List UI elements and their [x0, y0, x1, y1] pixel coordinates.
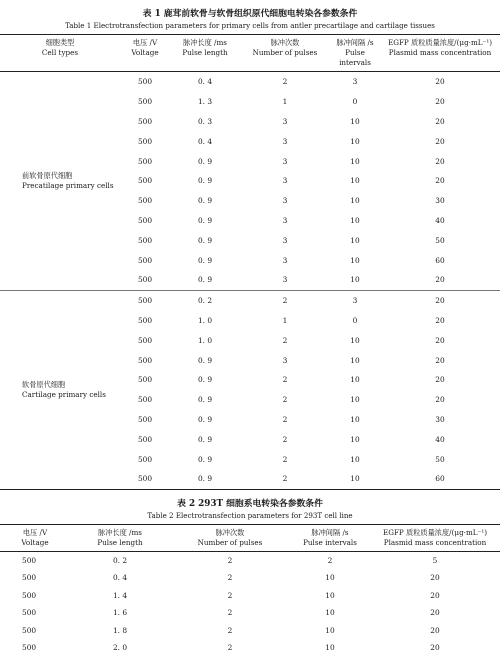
table-cell: 20 [430, 573, 440, 583]
table-cell: 500 [22, 643, 37, 653]
table-cell: 500 [137, 116, 153, 126]
table-cell: 10 [350, 434, 360, 444]
table-cell: 10 [350, 474, 360, 484]
table-1-bottom-rule [0, 489, 500, 490]
table-cell: 10 [350, 176, 360, 186]
table-cell: 0. 9 [197, 275, 213, 285]
table-1-title-cn: 表 1 鹿茸前软骨与软骨组织原代细胞电转染各参数条件 [142, 9, 358, 19]
table-cell: 20 [435, 395, 445, 405]
table-cell: 2 [282, 414, 288, 424]
table-cell: 1 [282, 97, 288, 107]
table-cell: 500 [137, 97, 153, 107]
table-1-body [0, 72, 500, 489]
table-row [0, 469, 500, 489]
table-row [0, 92, 500, 112]
table-cell: 500 [137, 414, 153, 424]
table-cell: 60 [435, 474, 445, 484]
table-cell: 3 [282, 215, 288, 225]
table-cell: 2 [282, 77, 288, 87]
table-cell: 3 [352, 77, 358, 87]
table-cell: 30 [435, 414, 445, 424]
table-cell: 20 [435, 77, 445, 87]
header-pulse-intervals: 脉冲间隔 /s Pulse intervals [336, 38, 374, 67]
table-row [0, 639, 500, 657]
group-label-en: Precatilage primary cells [22, 180, 114, 190]
table-cell: 500 [137, 77, 153, 87]
table-cell: 10 [350, 454, 360, 464]
table-cell: 500 [137, 156, 153, 166]
table-2-title-cn: 表 2 293T 细胞系电转染各参数条件 [177, 498, 323, 509]
table-cell: 500 [137, 235, 153, 245]
table-cell: 500 [137, 315, 153, 325]
table-cell: 20 [435, 176, 445, 186]
table-cell: 500 [137, 196, 153, 206]
table-2 [0, 496, 500, 657]
table-cell: 20 [435, 335, 445, 345]
table-cell: 0. 9 [197, 235, 213, 245]
table-cell: 20 [430, 625, 440, 635]
table-cell: 0. 9 [197, 474, 213, 484]
table-cell: 2 [227, 590, 233, 600]
table-cell: 0. 9 [197, 156, 213, 166]
table-cell: 10 [350, 136, 360, 146]
table-cell: 3 [282, 255, 288, 265]
table-cell: 0. 9 [197, 395, 213, 405]
table-cell: 10 [350, 335, 360, 345]
table-cell: 2 [227, 643, 233, 653]
header-number-of-pulses: 脉冲次数 Number of pulses [197, 527, 263, 547]
table-cell: 1. 6 [112, 608, 128, 618]
table-row [0, 211, 500, 231]
group-label-cn: 前软骨原代细胞 [22, 170, 73, 180]
table-cell: 2 [282, 474, 288, 484]
table-cell: 20 [430, 608, 440, 618]
table-cell: 0. 2 [197, 296, 213, 306]
table-cell: 20 [435, 296, 445, 306]
table-cell: 500 [137, 136, 153, 146]
table-cell: 3 [282, 116, 288, 126]
table-cell: 3 [282, 196, 288, 206]
table-cell: 20 [435, 315, 445, 325]
table-cell: 0. 9 [197, 255, 213, 265]
table-cell: 2 [282, 335, 288, 345]
row-group [0, 291, 500, 489]
header-plasmid-concentration: EGFP 质粒质量浓度/(μg·mL⁻¹) Plasmid mass concentration [387, 38, 493, 57]
header-plasmid-concentration: EGFP 质粒质量浓度/(μg·mL⁻¹) Plasmid mass concentration [382, 527, 488, 547]
table-cell: 10 [325, 573, 335, 583]
table-cell: 1. 8 [112, 625, 128, 635]
table-cell: 0. 9 [197, 414, 213, 424]
table-cell: 2 [282, 296, 288, 306]
table-row [0, 311, 500, 331]
table-cell: 20 [430, 643, 440, 653]
table-cell: 500 [137, 215, 153, 225]
table-cell: 20 [435, 275, 445, 285]
header-pulse-length: 脉冲长度 /ms Pulse length [97, 527, 143, 547]
table-1-title-en: Table 1 Electrotransfection parameters for primary cells from antler precartilage and cartilage tissues [65, 21, 435, 30]
table-row [0, 330, 500, 350]
table-cell: 0. 4 [197, 77, 213, 87]
table-2-header [0, 525, 500, 551]
table-cell: 500 [137, 434, 153, 444]
table-row [0, 552, 500, 570]
table-cell: 20 [435, 355, 445, 365]
table-cell: 0. 9 [197, 375, 213, 385]
table-cell: 500 [22, 555, 37, 565]
table-cell: 10 [350, 215, 360, 225]
table-cell: 10 [350, 355, 360, 365]
table-cell: 10 [325, 625, 335, 635]
header-pulse-length: 脉冲长度 /ms Pulse length [182, 38, 228, 57]
table-cell: 0. 9 [197, 176, 213, 186]
table-2-body [0, 552, 500, 657]
table-cell: 10 [350, 414, 360, 424]
table-cell: 0. 4 [197, 136, 213, 146]
table-cell: 2 [282, 395, 288, 405]
table-cell: 2 [282, 434, 288, 444]
group-label [22, 171, 114, 191]
header-cell-types: 细胞类型 Cell types [41, 38, 79, 57]
table-cell: 2 [227, 573, 233, 583]
table-cell: 2 [282, 375, 288, 385]
table-cell: 2 [227, 608, 233, 618]
header-voltage: 电压 /V Voltage [21, 527, 49, 547]
table-cell: 2 [327, 555, 333, 565]
table-row [0, 191, 500, 211]
table-row [0, 604, 500, 622]
table-row [0, 270, 500, 290]
table-1 [0, 6, 500, 490]
table-row [0, 72, 500, 92]
table-cell: 60 [435, 255, 445, 265]
table-cell: 10 [350, 395, 360, 405]
table-cell: 40 [435, 434, 445, 444]
table-row [0, 587, 500, 605]
table-cell: 500 [137, 335, 153, 345]
table-cell: 10 [325, 608, 335, 618]
table-cell: 10 [325, 590, 335, 600]
table-cell: 0. 4 [112, 573, 128, 583]
table-cell: 20 [435, 136, 445, 146]
table-cell: 3 [282, 275, 288, 285]
header-pulse-intervals: 脉冲间隔 /s Pulse intervals [303, 527, 357, 547]
table-1-header [0, 35, 500, 71]
table-cell: 2 [227, 555, 233, 565]
header-number-of-pulses: 脉冲次数 Number of pulses [252, 38, 318, 57]
table-cell: 0. 2 [112, 555, 128, 565]
table-cell: 500 [137, 176, 153, 186]
table-cell: 20 [435, 97, 445, 107]
table-cell: 3 [282, 136, 288, 146]
table-row [0, 291, 500, 311]
table-cell: 500 [22, 608, 37, 618]
table-cell: 10 [325, 643, 335, 653]
table-cell: 0. 9 [197, 454, 213, 464]
table-cell: 500 [137, 395, 153, 405]
table-cell: 1. 4 [112, 590, 128, 600]
table-cell: 3 [282, 355, 288, 365]
table-cell: 10 [350, 375, 360, 385]
table-cell: 500 [22, 625, 37, 635]
table-cell: 10 [350, 116, 360, 126]
table-cell: 500 [137, 375, 153, 385]
group-label-en: Cartilage primary cells [22, 389, 106, 399]
table-cell: 20 [435, 375, 445, 385]
table-row [0, 622, 500, 640]
table-cell: 5 [432, 555, 438, 565]
table-cell: 500 [137, 355, 153, 365]
table-row [0, 250, 500, 270]
table-cell: 500 [137, 255, 153, 265]
table-cell: 10 [350, 156, 360, 166]
table-cell: 0 [352, 315, 358, 325]
table-cell: 500 [22, 573, 37, 583]
table-2-title-en: Table 2 Electrotransfection parameters for 293T cell line [147, 510, 353, 520]
table-cell: 0. 9 [197, 355, 213, 365]
table-row [0, 410, 500, 430]
table-cell: 0. 9 [197, 434, 213, 444]
table-cell: 30 [435, 196, 445, 206]
table-cell: 0 [352, 97, 358, 107]
table-cell: 0. 9 [197, 196, 213, 206]
table-cell: 50 [435, 235, 445, 245]
table-cell: 20 [430, 590, 440, 600]
table-cell: 500 [137, 296, 153, 306]
table-row [0, 151, 500, 171]
table-cell: 40 [435, 215, 445, 225]
table-cell: 500 [22, 590, 37, 600]
table-cell: 10 [350, 275, 360, 285]
table-row [0, 569, 500, 587]
table-cell: 1. 0 [197, 335, 213, 345]
table-cell: 3 [282, 235, 288, 245]
table-cell: 1. 0 [197, 315, 213, 325]
table-cell: 50 [435, 454, 445, 464]
table-cell: 10 [350, 235, 360, 245]
table-cell: 20 [435, 116, 445, 126]
table-row [0, 131, 500, 151]
table-cell: 1 [282, 315, 288, 325]
document-page [0, 6, 500, 653]
table-cell: 10 [350, 196, 360, 206]
row-group [0, 72, 500, 290]
table-row [0, 429, 500, 449]
table-cell: 500 [137, 275, 153, 285]
table-row [0, 449, 500, 469]
table-cell: 500 [137, 454, 153, 464]
table-cell: 500 [137, 474, 153, 484]
table-row [0, 350, 500, 370]
table-cell: 3 [282, 176, 288, 186]
table-cell: 3 [352, 296, 358, 306]
table-cell: 1. 3 [197, 97, 213, 107]
table-cell: 0. 9 [197, 215, 213, 225]
table-cell: 0. 3 [197, 116, 213, 126]
table-row [0, 230, 500, 250]
table-cell: 20 [435, 156, 445, 166]
table-cell: 10 [350, 255, 360, 265]
header-voltage: 电压 /V Voltage [131, 38, 159, 57]
table-cell: 2. 0 [112, 643, 128, 653]
group-label [22, 380, 106, 400]
table-cell: 3 [282, 156, 288, 166]
group-label-cn: 软骨原代细胞 [22, 379, 66, 389]
table-cell: 2 [227, 625, 233, 635]
table-row [0, 112, 500, 132]
table-cell: 2 [282, 454, 288, 464]
